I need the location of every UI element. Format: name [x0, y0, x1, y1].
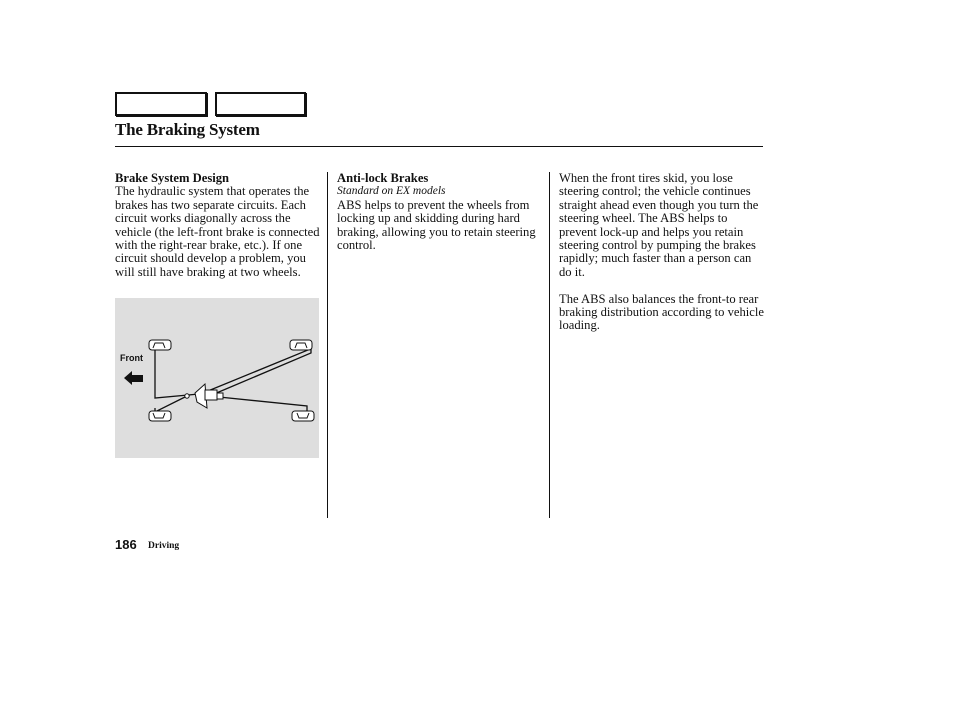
front-label: Front [120, 353, 143, 363]
brake-design-text: The hydraulic system that operates the brakes has two separate circuits. Each circuit works diagonally across the vehicle (the left-front brake is connected with the right-rear brake, etc.). If one circuit should develop a problem, you will still have braking at two wheels. [115, 184, 320, 279]
wheel-brake-icon [290, 340, 312, 350]
column-brake-system-design [115, 172, 321, 279]
section-heading-brake-design: Brake System Design [115, 171, 230, 185]
page-title: The Braking System [115, 120, 260, 139]
wheel-brake-icon [292, 411, 314, 421]
brake-line-left-front [155, 350, 199, 398]
column-divider [327, 172, 328, 518]
wheel-brake-icon [149, 340, 171, 350]
header-tab-left [115, 92, 207, 116]
abs-intro-text: ABS helps to prevent the wheels from locking up and skidding during hard braking, allowing you to retain steering control. [337, 197, 536, 253]
brake-line-right-rear [219, 397, 307, 412]
column-abs-details [559, 172, 765, 346]
title-divider [115, 146, 763, 147]
section-name: Driving [148, 541, 180, 551]
header-tab-right [215, 92, 306, 116]
brake-circuit-diagram [115, 298, 319, 458]
abs-skid-text: When the front tires skid, you lose steering control; the vehicle continues straight ahead even though you turn the steering wheel. The ABS helps to prevent lock-up and helps you retain steering control by pumping the brakes rapidly; much faster than a person can do it. [559, 171, 759, 279]
diagram-drawing [115, 298, 319, 458]
wheel-brake-icon [149, 411, 171, 421]
column-anti-lock-brakes [337, 172, 543, 252]
brake-line-left-rear [155, 397, 185, 412]
section-heading-abs: Anti-lock Brakes [337, 171, 429, 185]
abs-balance-text: The ABS also balances the front-to rear braking distribution according to vehicle loading. [559, 291, 764, 333]
arrow-left-icon [124, 371, 143, 385]
brake-line-right-front-a [203, 344, 308, 393]
page-number: 186 [115, 537, 137, 552]
column-divider [549, 172, 550, 518]
abs-availability-note: Standard on EX models [337, 185, 446, 198]
